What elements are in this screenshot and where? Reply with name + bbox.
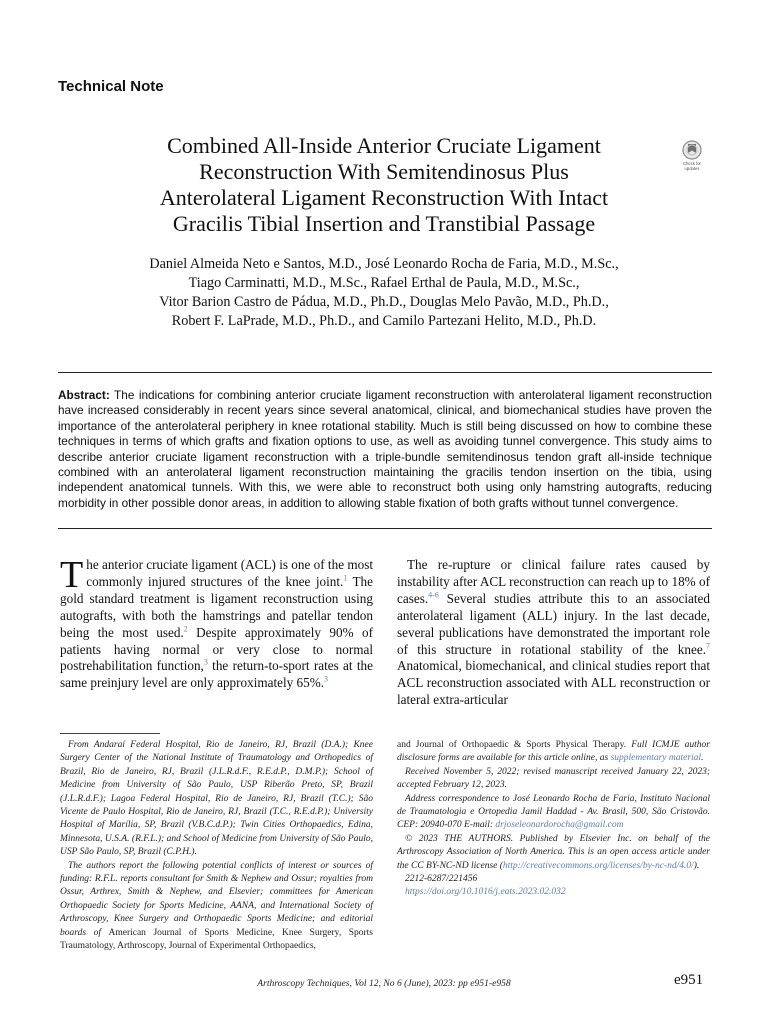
abstract-label: Abstract:	[58, 388, 110, 402]
email-link[interactable]: drjoseleonardorocha@gmail.com	[495, 820, 624, 831]
conflicts-note	[60, 860, 373, 954]
body-text: The re-rupture or clinical failure rates caused by instability after ACL reconstruction can reach up to 18% of cases.	[397, 557, 710, 606]
conflicts-text: The authors report the following potential conflicts of interest or sources of funding: R.F.L. reports consultant for Smith & Nephew and Ossur; royalties from Ossur, Arthrex, Smith & Nephew, and Elsevier; committees for American Orthopaedic Society for Sports Medicine, AANA, and International Society of Arthroscopy, Knee Surgery and Orthopaedic Sports Medicine; and editorial boards of	[60, 860, 373, 938]
section-label: Technical Note	[58, 78, 164, 95]
check-for-updates-icon[interactable]	[679, 140, 705, 174]
title-line: Reconstruction With Semitendinosus Plus	[199, 159, 569, 184]
reference-link[interactable]: 7	[706, 641, 710, 651]
license-end: ).	[693, 860, 700, 871]
reference-link[interactable]: 2	[183, 624, 188, 634]
conflicts-continued: and Journal of Orthopaedic & Sports Physical Therapy. Full ICMJE author disclosure forms are available for this article online, as supplementary material.	[397, 740, 710, 764]
license-note	[397, 833, 710, 873]
address-text: Address correspondence to José Leonardo Rocha de Faria, Instituto Nacional de Traumatologia e Ortopedia Jamil Haddad - Av. Brasil, 500, São Cristovão. CEP: 20940-070 E-mail:	[397, 793, 710, 831]
article-title	[90, 133, 678, 237]
body-text: Several studies attribute this to an associated anterolateral ligament (ALL) injury. In the last decade, several publications have demonstrated the important role of this structure in rotational stability of the knee.	[397, 590, 710, 657]
abstract-bottom-rule	[58, 528, 712, 529]
author-line: Vitor Barion Castro de Pádua, M.D., Ph.D., Douglas Melo Pavão, M.D., Ph.D.,	[159, 294, 609, 310]
body-text: The gold standard treatment is ligament reconstruction using autografts, with both the hamstrings and patellar tendon being the most used.	[60, 573, 374, 640]
body-text: Despite approximately 90% of patients having normal or very close to normal postrehabilitation function,	[60, 624, 373, 674]
body-column-left	[60, 554, 374, 692]
reference-link[interactable]: 4-6	[428, 590, 439, 600]
license-link[interactable]: http://creativecommons.org/licenses/by-nc-nd/4.0/	[502, 860, 694, 871]
body-text: he anterior cruciate ligament (ACL) is one of the most commonly injured structures of the knee joint.	[86, 557, 373, 589]
body-text: the return-to-sport rates at the same preinjury level are only approximately 65%.	[60, 658, 373, 691]
author-line: Robert F. LaPrade, M.D., Ph.D., and Camilo Partezani Helito, M.D., Ph.D.	[171, 313, 597, 329]
footnotes-left	[60, 739, 373, 954]
reference-link[interactable]: 3	[203, 658, 208, 668]
svg-text:updates: updates	[684, 166, 700, 171]
page-number: e951	[674, 972, 704, 988]
doi-note	[397, 886, 710, 899]
title-line: Anterolateral Ligament Reconstruction With Intact	[159, 185, 609, 210]
author-list	[60, 255, 708, 331]
footnote-rule	[60, 733, 160, 734]
address-note	[397, 793, 710, 833]
conflicts-journals: American Journal of Sports Medicine, Knee Surgery, Sports Traumatology, Arthroscopy, Journal of Experimental Orthopaedics,	[60, 927, 373, 952]
reference-link[interactable]: 3	[324, 674, 329, 684]
svg-text:Check for: Check for	[683, 161, 701, 166]
body-column-right	[397, 557, 710, 709]
doi-link[interactable]: https://doi.org/10.1016/j.eats.2023.02.032	[405, 887, 566, 898]
author-line: Daniel Almeida Neto e Santos, M.D., José Leonardo Rocha de Faria, M.D., M.Sc.,	[149, 256, 619, 272]
received-note: Received November 5, 2022; revised manuscript received January 22, 2023; accepted February 12, 2023.	[397, 766, 710, 791]
author-line: Tiago Carminatti, M.D., M.Sc., Rafael Erthal de Paula, M.D., M.Sc.,	[188, 275, 580, 291]
footnotes-right	[397, 739, 710, 900]
body-text: Anatomical, biomechanical, and clinical studies report that ACL reconstruction associated with ALL reconstruction or lateral extra-articular	[397, 658, 710, 708]
conflicts-journals-cont: and Journal of Orthopaedic & Sports Physical Therapy.	[397, 740, 627, 750]
supplementary-material-link[interactable]: supplementary material	[610, 753, 702, 764]
issn-note: 2212-6287/221456	[405, 874, 478, 885]
affiliation-note: From Andaraí Federal Hospital, Rio de Janeiro, RJ, Brazil (D.A.); Knee Surgery Center of the National Institute of Traumatology and Orthopedics of Brazil, Rio de Janeiro, RJ, Brazil (J.L.R.d.F., R.E.d.P., D.M.P.); School of Medicine from University of São Paulo, USP Riberão Preto, SP, Brazil (J.L.R.d.F.); Lagoa Federal Hospital, Rio de Janeiro, RJ, Brazil (T.C.); São Vicente de Paulo Hospital, Rio de Janeiro, RJ, Brazil (T.C., R.E.d.P.); University Hospital of Marília, SP, Brazil (V.B.C.d.P.); Twin Cities Orthopaedics, Edina, Minnesota, U.S.A. (R.F.L.); and School of Medicine from University of São Paulo, USP São Paulo, SP, Brazil (C.P.H.).	[60, 740, 373, 858]
title-line: Gracilis Tibial Insertion and Transtibial Passage	[172, 211, 596, 236]
license-text: © 2023 THE AUTHORS. Published by Elsevier Inc. on behalf of the Arthroscopy Association of North America. This is an open access article under the CC BY-NC-ND license (	[397, 833, 710, 871]
journal-citation: Arthroscopy Techniques, Vol 12, No 6 (June), 2023: pp e951-e958	[257, 978, 511, 989]
abstract-top-rule	[58, 372, 712, 373]
abstract-text: The indications for combining anterior cruciate ligament reconstruction with anterolateral ligament reconstruction have increased considerably in recent years since several anatomical, clinical, and biomechanical studies have proven the importance of the anterolateral periphery in knee rotational stability. Much is still being discussed on how to combine these techniques in terms of which grafts and fixation options to use, as well as avoiding tunnel convergence. This study aims to describe anterior cruciate ligament reconstruction with a triple-bundle semitendinosus tendon graft all-inside technique combined with an anterolateral ligament reconstruction maintaining the gracilis tendon insertion on the tibia, using independent anatomical tunnels. With this, we were able to reconstruct both using only hamstring autografts, reducing morbidity in other possible donor areas, in addition to allowing stable fixation of both grafts without tunnel convergence.	[58, 388, 712, 510]
disclosure-text: Full ICMJE author disclosure forms are available for this article online, as	[397, 740, 710, 764]
abstract	[58, 388, 712, 511]
drop-cap: T	[60, 554, 84, 596]
title-line: Combined All-Inside Anterior Cruciate Ligament	[167, 133, 601, 158]
reference-link[interactable]: 1	[343, 573, 348, 583]
